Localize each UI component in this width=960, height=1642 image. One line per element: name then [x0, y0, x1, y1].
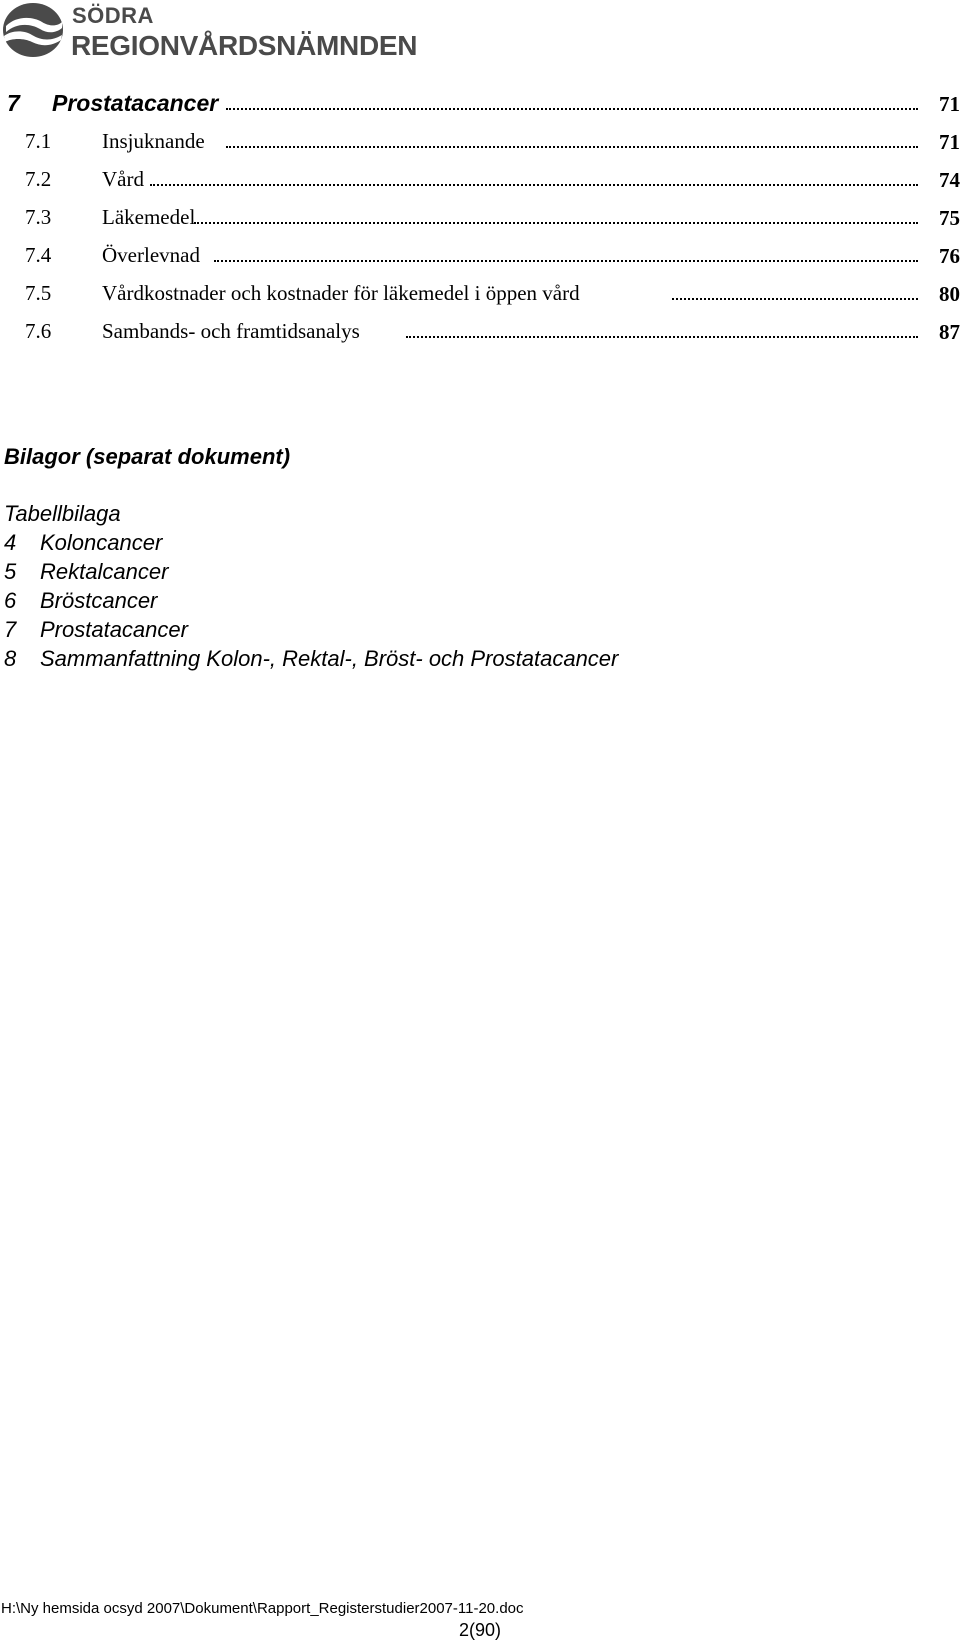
toc-entry-title: Vård [102, 167, 144, 191]
appendix-item-label: Koloncancer [40, 530, 163, 555]
toc-entry-number: 7.4 [25, 243, 52, 267]
toc-entry-page: 75 [939, 206, 960, 230]
toc-dot-leader [150, 184, 918, 186]
toc-entry-page: 74 [939, 168, 960, 192]
toc-entry-number: 7 [7, 90, 20, 116]
toc-entry[interactable] [0, 202, 960, 232]
toc-entry-main[interactable] [0, 88, 960, 118]
appendix-heading: Bilagor (separat dokument) [4, 444, 291, 469]
logo-mark-icon [2, 2, 64, 58]
toc-entry-page: 76 [939, 244, 960, 268]
appendix-item-number: 7 [4, 617, 17, 642]
toc-entry-page: 80 [939, 282, 960, 306]
toc-entry[interactable] [0, 126, 960, 156]
appendix-item-label: Sammanfattning Kolon-, Rektal-, Bröst- och Prostatacancer [40, 646, 619, 671]
appendix-item [4, 586, 618, 615]
toc-entry-title: Prostatacancer [52, 90, 219, 116]
toc-entry[interactable] [0, 240, 960, 270]
logo-text-line2: REGIONVÅRDSNÄMNDEN [71, 30, 418, 61]
toc-dot-leader [672, 298, 918, 300]
appendix-item [4, 557, 618, 586]
toc-entry[interactable] [0, 164, 960, 194]
toc-dot-leader [226, 108, 918, 110]
appendix-item-number: 4 [4, 530, 17, 555]
toc-entry-page: 71 [939, 130, 960, 154]
appendix-item [4, 644, 618, 673]
appendix-item [4, 615, 618, 644]
logo-text-line1: SÖDRA [72, 3, 154, 28]
footer-page-number: 2(90) [458, 1620, 502, 1640]
toc-entry-number: 7.1 [25, 129, 52, 153]
appendix-section [4, 442, 618, 673]
toc-entry-number: 7.5 [25, 281, 52, 305]
toc-entry-number: 7.2 [25, 167, 52, 191]
toc-dot-leader [214, 260, 918, 262]
organization-logo [2, 2, 432, 62]
toc-entry-title: Överlevnad [102, 243, 200, 267]
appendix-item-number: 6 [4, 588, 17, 613]
toc-dot-leader [406, 336, 918, 338]
toc-entry-number: 7.3 [25, 205, 52, 229]
toc-entry-title: Läkemedel [102, 205, 196, 229]
appendix-item-label: Prostatacancer [40, 617, 188, 642]
toc-dot-leader [226, 146, 918, 148]
toc-dot-leader [194, 222, 918, 224]
toc-entry[interactable] [0, 278, 960, 308]
toc-entry-title: Insjuknande [102, 129, 205, 153]
appendix-item-label: Rektalcancer [40, 559, 169, 584]
toc-entry-title: Vårdkostnader och kostnader för läkemedel i öppen vård [102, 281, 580, 305]
appendix-item [4, 528, 618, 557]
toc-entry[interactable] [0, 316, 960, 346]
appendix-item-number: 8 [4, 646, 17, 671]
toc-entry-page: 71 [939, 92, 960, 116]
toc-entry-number: 7.6 [25, 319, 52, 343]
toc-entry-title: Sambands- och framtidsanalys [102, 319, 360, 343]
appendix-item-number: 5 [4, 559, 17, 584]
toc-entry-page: 87 [939, 320, 960, 344]
footer-file-path: H:\Ny hemsida ocsyd 2007\Dokument\Rapport_Registerstudier2007-11-20.doc [1, 1600, 524, 1617]
appendix-subheading: Tabellbilaga [4, 501, 121, 526]
appendix-item-label: Bröstcancer [40, 588, 158, 613]
